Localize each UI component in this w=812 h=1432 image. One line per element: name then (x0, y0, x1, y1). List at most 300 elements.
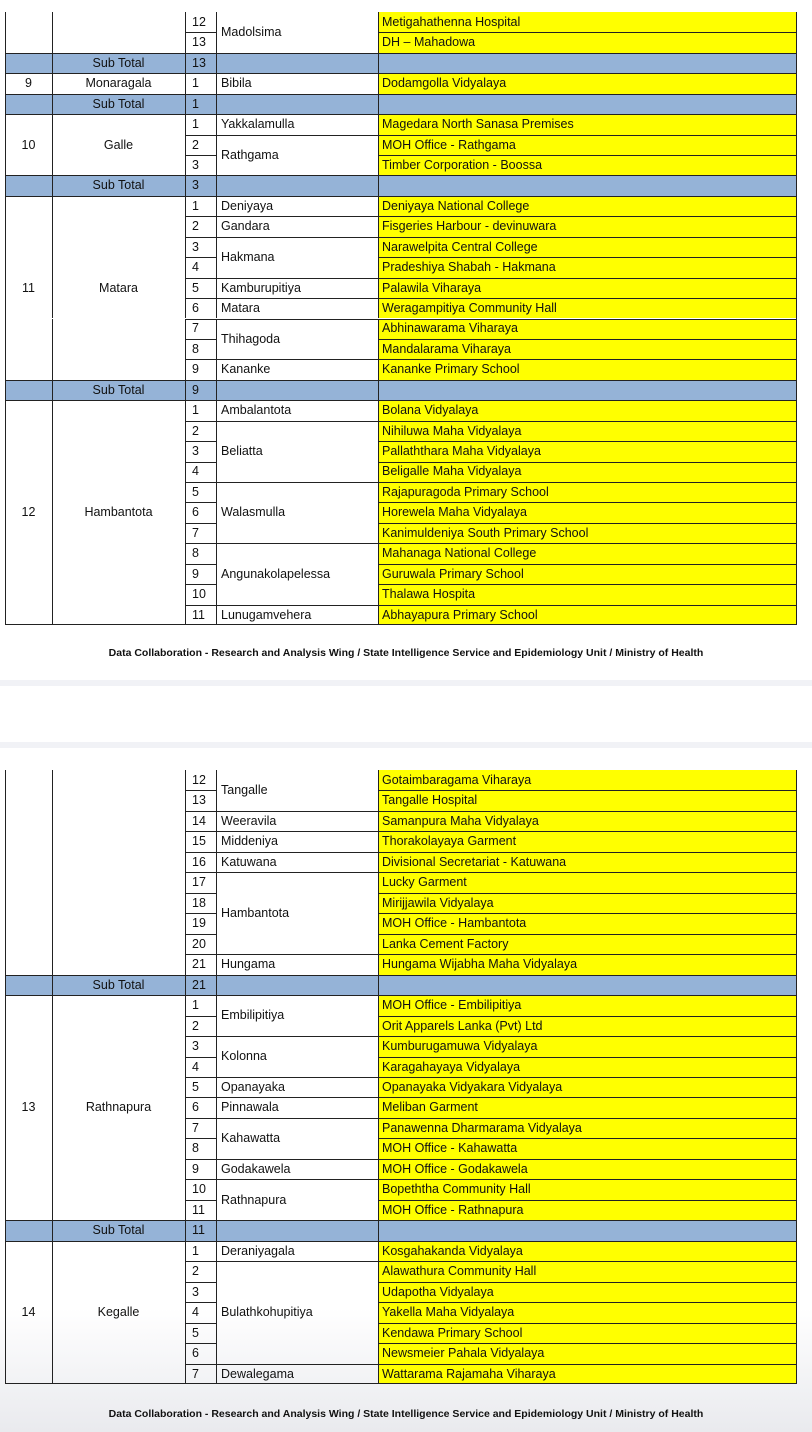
table-rule (5, 53, 797, 54)
table-rule (216, 934, 217, 954)
table-rule (52, 852, 53, 872)
row-number: 9 (192, 566, 199, 581)
moh-area: Bibila (221, 76, 252, 91)
table-rule (185, 564, 216, 565)
table-rule (52, 1118, 53, 1138)
table-rule (185, 523, 186, 543)
location-name: MOH Office - Rathnapura (382, 1202, 524, 1217)
table-rule (185, 770, 186, 790)
table-rule (185, 196, 186, 216)
subtotal-count: 21 (192, 977, 206, 992)
table-rule (378, 1057, 797, 1058)
table-rule (185, 872, 186, 892)
table-rule (185, 1323, 186, 1343)
row-number: 1 (192, 198, 199, 213)
table-rule (5, 975, 797, 976)
table-rule (185, 1261, 186, 1281)
table-rule (378, 1200, 379, 1220)
row-number: 6 (192, 1346, 199, 1361)
table-rule (185, 1159, 186, 1179)
table-rule (216, 319, 217, 339)
table-rule (185, 257, 216, 258)
district-number: 9 (25, 76, 32, 91)
row-number: 21 (192, 957, 206, 972)
table-rule (378, 1302, 797, 1303)
table-rule (52, 1200, 53, 1220)
location-name: Abhinawarama Viharaya (382, 321, 518, 336)
row-number: 2 (192, 1264, 199, 1279)
table-rule (378, 1138, 379, 1158)
table-rule (52, 380, 53, 400)
table-rule (216, 421, 217, 441)
row-number: 13 (192, 793, 206, 808)
moh-area: Opanayaka (221, 1079, 285, 1094)
table-rule (216, 1077, 378, 1078)
row-number: 7 (192, 1120, 199, 1135)
table-rule (216, 1159, 378, 1160)
subtotal-count: 11 (192, 1223, 205, 1238)
location-name: Horewela Maha Vidyalaya (382, 505, 527, 520)
table-rule (52, 53, 53, 73)
table-rule (216, 564, 217, 584)
table-rule (185, 1036, 216, 1037)
row-number: 4 (192, 1059, 199, 1074)
district-name: Galle (103, 137, 134, 152)
moh-area: Hakmana (221, 249, 275, 264)
location-name: Tangalle Hospital (382, 793, 478, 808)
district-name: Hambantota (84, 505, 153, 520)
table-rule (378, 1282, 797, 1283)
table-rule (52, 584, 53, 604)
table-rule (216, 298, 217, 318)
table-rule (52, 913, 53, 933)
table-rule (216, 954, 217, 974)
table-rule (52, 482, 53, 502)
table-rule (185, 278, 186, 298)
table-rule (378, 564, 797, 565)
moh-area: Angunakolapelessa (221, 566, 331, 581)
table-rule (185, 441, 186, 461)
table-rule (185, 543, 216, 544)
location-name: Timber Corporation - Boossa (382, 157, 543, 172)
table-rule (378, 934, 379, 954)
location-name: Dodamgolla Vidyalaya (382, 76, 507, 91)
moh-area: Tangalle (221, 783, 268, 798)
table-rule (216, 1343, 217, 1363)
table-rule (52, 502, 53, 522)
table-rule (185, 237, 186, 257)
table-rule (185, 441, 216, 442)
table-rule (52, 1282, 53, 1302)
table-rule (52, 811, 53, 831)
table-rule (378, 913, 797, 914)
table-rule (185, 584, 216, 585)
table-rule (216, 278, 217, 298)
table-rule (216, 94, 217, 114)
table-rule (52, 155, 53, 175)
table-rule (216, 893, 217, 913)
table-rule (378, 954, 379, 974)
table-rule (185, 298, 186, 318)
table-rule (185, 1302, 216, 1303)
table-rule (52, 1036, 53, 1056)
table-rule (378, 298, 797, 299)
location-name: Samanpura Maha Vidyalaya (382, 813, 539, 828)
table-rule (185, 1077, 216, 1078)
table-rule (216, 53, 217, 73)
table-rule (52, 237, 53, 257)
table-rule (378, 1302, 379, 1322)
location-name: Newsmeier Pahala Vidyalaya (382, 1346, 545, 1361)
table-rule (378, 1118, 797, 1119)
table-rule (185, 1241, 186, 1261)
table-rule (52, 94, 53, 114)
table-rule (5, 73, 797, 74)
table-rule (378, 1179, 379, 1199)
table-rule (5, 114, 797, 115)
table-rule (378, 400, 379, 420)
table-rule (378, 584, 797, 585)
location-name: Opanayaka Vidyakara Vidyalaya (382, 1079, 563, 1094)
table-rule (216, 811, 378, 812)
table-rule (216, 584, 217, 604)
table-rule (52, 216, 53, 236)
table-rule (185, 913, 186, 933)
table-rule (378, 1057, 379, 1077)
table-rule (378, 852, 379, 872)
row-number: 10 (192, 587, 206, 602)
table-rule (185, 1282, 216, 1283)
table-rule (216, 1241, 217, 1261)
table-rule (185, 175, 186, 195)
table-rule (378, 852, 797, 853)
table-rule (52, 605, 53, 625)
table-rule (185, 1323, 216, 1324)
table-rule (52, 1159, 53, 1179)
table-rule (216, 1138, 217, 1158)
table-rule (52, 975, 53, 995)
table-rule (378, 462, 379, 482)
row-number: 3 (192, 239, 199, 254)
table-rule (216, 114, 217, 134)
table-rule (216, 441, 217, 461)
table-rule (52, 359, 53, 379)
table-rule (185, 1282, 186, 1302)
table-rule (216, 380, 217, 400)
table-rule (185, 913, 216, 914)
table-rule (52, 1179, 53, 1199)
table-rule (185, 831, 216, 832)
table-rule (185, 605, 186, 625)
table-rule (52, 934, 53, 954)
moh-area: Hambantota (221, 906, 290, 920)
table-rule (5, 770, 6, 1384)
district-number: 10 (21, 137, 36, 152)
table-rule (378, 1097, 797, 1098)
table-rule (185, 359, 186, 379)
table-rule (185, 1016, 216, 1017)
table-rule (185, 811, 186, 831)
table-rule (52, 175, 53, 195)
location-name: Magedara North Sanasa Premises (382, 117, 574, 132)
row-number: 1 (192, 1243, 199, 1258)
table-rule (216, 790, 217, 810)
table-rule (378, 32, 379, 52)
location-name: Rajapuragoda Primary School (382, 484, 549, 499)
table-rule (185, 257, 186, 277)
table-rule (378, 1159, 797, 1160)
table-rule (378, 319, 379, 339)
table-rule (216, 1364, 217, 1384)
table-rule (216, 770, 217, 790)
row-number: 2 (192, 137, 199, 152)
row-number: 12 (192, 772, 206, 787)
table-rule (216, 1159, 217, 1179)
moh-area: Kahawatta (221, 1131, 281, 1146)
table-rule (378, 441, 379, 461)
district-name: Rathnapura (85, 1100, 152, 1115)
table-rule (378, 934, 797, 935)
location-name: Lucky Garment (382, 875, 467, 890)
table-rule (378, 482, 379, 502)
location-name: Mandalarama Viharaya (382, 341, 512, 356)
moh-area: Rathnapura (221, 1192, 287, 1207)
table-rule (378, 1159, 379, 1179)
table-rule (216, 1036, 217, 1056)
table-rule (185, 421, 216, 422)
table-rule (378, 523, 797, 524)
table-rule (216, 605, 378, 606)
location-name: Udapotha Vidyalaya (382, 1284, 494, 1299)
table-rule (378, 893, 797, 894)
table-rule (378, 114, 379, 134)
table-rule (216, 421, 378, 422)
location-name: Bolana Vidyalaya (382, 403, 479, 418)
row-number: 14 (192, 813, 206, 828)
moh-area: Middeniya (221, 834, 278, 849)
subtotal-count: 3 (192, 178, 199, 193)
table-rule (185, 975, 186, 995)
row-number: 10 (192, 1182, 206, 1197)
table-rule (378, 1261, 379, 1281)
subtotal-label: Sub Total (92, 178, 145, 193)
table-rule (378, 237, 379, 257)
location-name: MOH Office - Rathgama (382, 137, 516, 152)
row-number: 16 (192, 854, 206, 869)
row-number: 20 (192, 936, 206, 951)
table-rule (185, 564, 186, 584)
table-rule (185, 1138, 186, 1158)
moh-area: Weeravila (221, 813, 277, 828)
moh-area: Thihagoda (221, 331, 281, 346)
table-rule (378, 502, 797, 503)
table-rule (378, 1364, 379, 1384)
table-rule (378, 1241, 379, 1261)
location-name: Narawelpita Central College (382, 239, 538, 254)
table-rule (378, 73, 379, 93)
row-number: 7 (192, 525, 199, 540)
table-rule (185, 53, 186, 73)
table-rule (378, 872, 379, 892)
table-rule (378, 811, 379, 831)
table-rule (216, 298, 378, 299)
table-rule (185, 421, 186, 441)
location-name: Pradeshiya Shabah - Hakmana (382, 260, 556, 275)
table-rule (378, 605, 797, 606)
table-rule (185, 237, 216, 238)
row-number: 5 (192, 1325, 199, 1340)
table-rule (216, 852, 217, 872)
location-name: Kendawa Primary School (382, 1325, 523, 1340)
table-rule (52, 135, 53, 155)
table-rule (185, 584, 186, 604)
location-name: Nihiluwa Maha Vidyalaya (382, 423, 522, 438)
table-rule (185, 893, 216, 894)
moh-area: Lunugamvehera (221, 607, 312, 622)
moh-area: Kamburupitiya (221, 280, 301, 295)
table-rule (52, 543, 53, 563)
table-rule (216, 135, 217, 155)
table-rule (52, 1057, 53, 1077)
table-rule (378, 790, 379, 810)
table-rule (185, 1200, 216, 1201)
table-rule (185, 135, 216, 136)
table-rule (216, 954, 378, 955)
table-rule (52, 1261, 53, 1281)
row-number: 2 (192, 423, 199, 438)
location-name: Mirijjawila Vidyalaya (382, 895, 494, 910)
district-number: 14 (21, 1305, 36, 1320)
table-rule (378, 1323, 379, 1343)
table-rule (185, 1364, 216, 1365)
table-rule (216, 1220, 217, 1240)
location-name: Palawila Viharaya (382, 280, 482, 295)
table-rule (52, 1323, 53, 1343)
table-rule (185, 73, 186, 93)
row-number: 1 (192, 403, 199, 418)
table-rule (378, 1036, 379, 1056)
table-rule (185, 811, 216, 812)
location-name: DH – Mahadowa (382, 35, 476, 50)
table-rule (185, 1097, 186, 1117)
table-rule (216, 1057, 217, 1077)
table-rule (378, 216, 379, 236)
location-name: Kananke Primary School (382, 362, 520, 377)
page-footer: Data Collaboration - Research and Analysis Wing / State Intelligence Service and Epidemiology Unit / Ministry of Health (108, 647, 704, 659)
row-number: 8 (192, 341, 199, 356)
location-name: MOH Office - Embilipitiya (382, 998, 522, 1013)
table-rule (216, 1118, 378, 1119)
moh-area: Walasmulla (221, 505, 286, 520)
subtotal-label: Sub Total (92, 96, 145, 111)
table-rule (185, 380, 186, 400)
table-rule (185, 135, 186, 155)
table-rule (378, 564, 379, 584)
table-rule (378, 339, 797, 340)
table-rule (378, 1261, 797, 1262)
moh-area: Yakkalamulla (221, 117, 295, 132)
table-rule (52, 523, 53, 543)
table-rule (378, 543, 797, 544)
table-rule (378, 790, 797, 791)
table-rule (185, 1179, 216, 1180)
moh-area: Deraniyagala (221, 1243, 295, 1258)
table-rule (216, 482, 378, 483)
table-rule (52, 1302, 53, 1322)
table-rule (216, 831, 378, 832)
table-rule (185, 934, 186, 954)
table-rule (216, 237, 217, 257)
row-number: 9 (192, 362, 199, 377)
table-rule (5, 196, 797, 197)
location-name: Pallaththara Maha Vidyalaya (382, 444, 541, 459)
location-name: Thalawa Hospita (382, 587, 476, 602)
table-rule (52, 872, 53, 892)
moh-area: Rathgama (221, 147, 279, 162)
table-rule (216, 257, 217, 277)
row-number: 11 (192, 607, 205, 622)
location-name: Beligalle Maha Vidyalaya (382, 464, 522, 479)
table-rule (378, 1282, 379, 1302)
moh-area: Kolonna (221, 1049, 267, 1064)
table-rule (216, 1016, 217, 1036)
row-number: 8 (192, 546, 199, 561)
table-rule (378, 523, 379, 543)
table-rule (185, 339, 186, 359)
row-number: 6 (192, 301, 199, 316)
table-rule (378, 53, 379, 73)
table-rule (378, 359, 797, 360)
table-rule (216, 1077, 217, 1097)
table-rule (52, 1241, 53, 1261)
table-rule (52, 319, 53, 339)
subtotal-label: Sub Total (92, 977, 145, 992)
table-rule (216, 1302, 217, 1322)
table-rule (185, 359, 216, 360)
moh-area: Godakawela (221, 1161, 291, 1176)
table-rule (378, 995, 379, 1015)
table-rule (185, 502, 216, 503)
location-name: Guruwala Primary School (382, 566, 524, 581)
table-rule (185, 995, 186, 1015)
table-rule (185, 872, 216, 873)
table-rule (216, 1179, 378, 1180)
table-rule (378, 893, 379, 913)
district-name: Monaragala (85, 76, 152, 91)
table-rule (378, 543, 379, 563)
row-number: 7 (192, 321, 199, 336)
location-name: Metigahathenna Hospital (382, 14, 521, 29)
table-rule (216, 1097, 217, 1117)
table-rule (216, 12, 217, 32)
table-rule (378, 257, 797, 258)
row-number: 12 (192, 14, 206, 29)
location-name: Orit Apparels Lanka (Pvt) Ltd (382, 1018, 543, 1033)
table-rule (378, 1036, 797, 1037)
table-rule (185, 94, 186, 114)
table-rule (378, 421, 797, 422)
moh-area: Matara (221, 301, 260, 316)
table-rule (185, 155, 186, 175)
table-rule (52, 421, 53, 441)
table-rule (378, 975, 379, 995)
table-rule (216, 852, 378, 853)
location-name: Alawathura Community Hall (382, 1264, 537, 1279)
table-rule (378, 278, 379, 298)
location-name: Wattarama Rajamaha Viharaya (382, 1366, 556, 1381)
subtotal-count: 13 (192, 55, 206, 70)
table-rule (378, 1343, 379, 1363)
